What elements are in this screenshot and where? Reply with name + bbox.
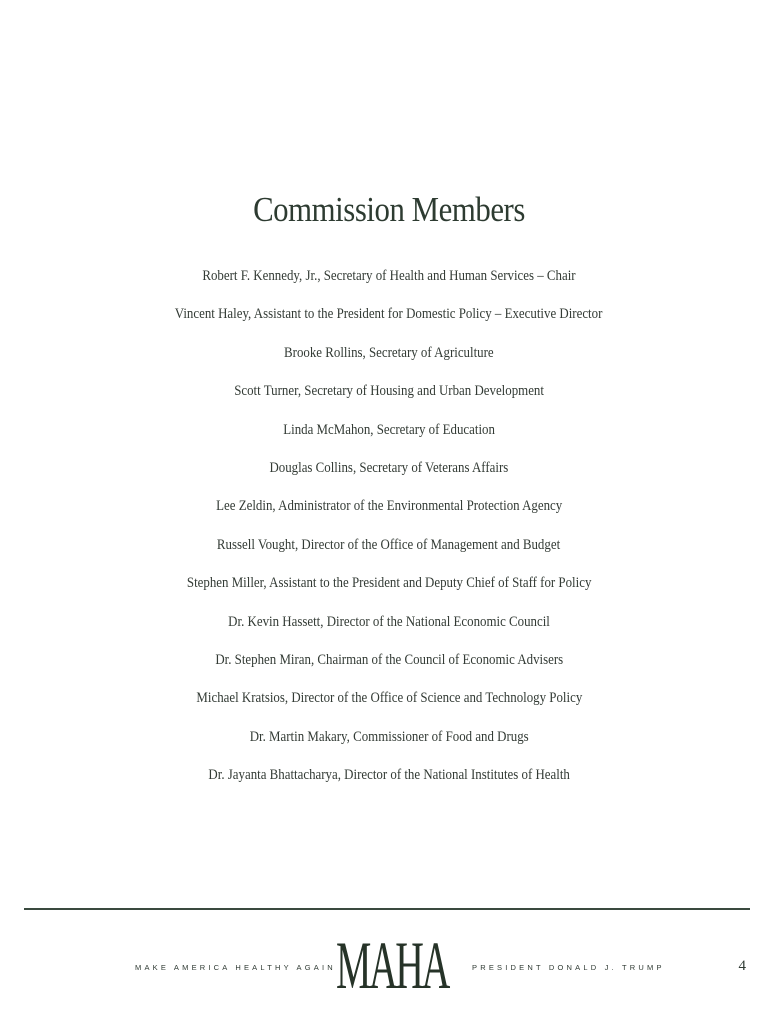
member-text: Russell Vought, Director of the Office of Management and Budget (217, 536, 561, 553)
member-text: Dr. Martin Makary, Commissioner of Food and Drugs (249, 728, 529, 745)
member-text: Linda McMahon, Secretary of Education (283, 421, 495, 438)
footer-divider (24, 908, 750, 910)
member-item (0, 339, 778, 377)
member-item (0, 531, 778, 569)
member-item (0, 646, 778, 684)
member-text: Dr. Stephen Miran, Chairman of the Council of Economic Advisers (215, 651, 563, 668)
footer-president-credit: PRESIDENT DONALD J. TRUMP (472, 963, 665, 972)
member-item (0, 608, 778, 646)
member-text: Douglas Collins, Secretary of Veterans Affairs (269, 459, 509, 476)
member-text: Dr. Jayanta Bhattacharya, Director of the National Institutes of Health (208, 767, 570, 784)
maha-logo (334, 927, 451, 1003)
member-item (0, 377, 778, 415)
member-text: Michael Kratsios, Director of the Office of Science and Technology Policy (196, 690, 582, 707)
member-text: Lee Zeldin, Administrator of the Environmental Protection Agency (215, 498, 563, 515)
footer-tagline: MAKE AMERICA HEALTHY AGAIN (135, 963, 336, 972)
member-text: Vincent Haley, Assistant to the President for Domestic Policy – Executive Director (175, 306, 603, 323)
logo-wordmark: MAHA (336, 927, 451, 1003)
member-item (0, 454, 778, 492)
page-title: Commission Members (253, 190, 525, 229)
member-text: Stephen Miller, Assistant to the President and Deputy Chief of Staff for Policy (186, 575, 592, 592)
member-item (0, 761, 778, 799)
member-item (0, 684, 778, 722)
member-item (0, 300, 778, 338)
member-item (0, 416, 778, 454)
member-item (0, 492, 778, 530)
page-number: 4 (738, 958, 746, 974)
member-item (0, 723, 778, 761)
commission-members-list (0, 262, 778, 799)
member-text: Robert F. Kennedy, Jr., Secretary of Health and Human Services – Chair (202, 268, 576, 284)
member-text: Brooke Rollins, Secretary of Agriculture (284, 344, 494, 361)
member-item (0, 262, 778, 300)
member-text: Dr. Kevin Hassett, Director of the National Economic Council (228, 613, 550, 630)
member-item (0, 569, 778, 607)
member-text: Scott Turner, Secretary of Housing and Urban Development (234, 383, 544, 400)
